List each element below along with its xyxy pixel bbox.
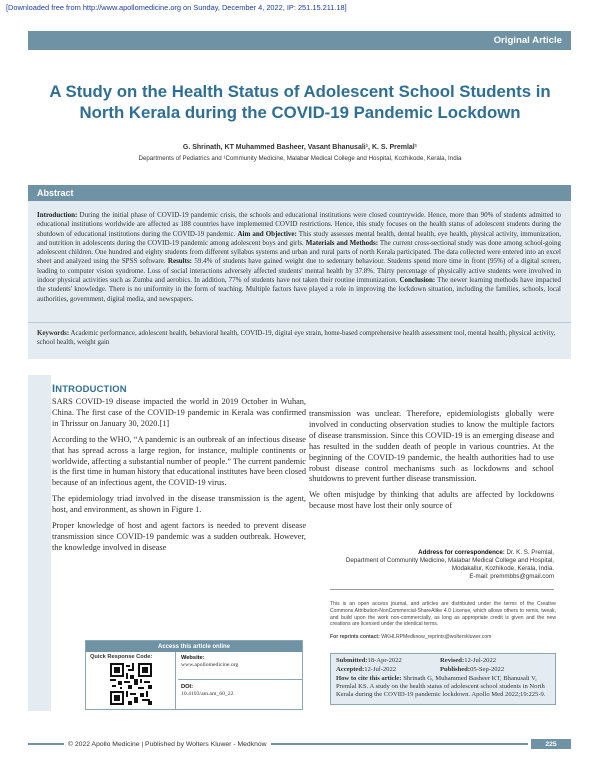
access-heading: Access this article online [86, 641, 302, 652]
citation [336, 675, 550, 700]
doi-value[interactable]: 10.4103/am.am_60_22 [181, 691, 234, 698]
conclusion-label: Conclusion: [399, 276, 436, 285]
sidebar-tint [28, 375, 51, 711]
aim-label: Aim and Objective: [237, 229, 297, 238]
conclusion-text: The newer learning methods have impacted the students' knowledge. There is no uniformity in the form of teaching. Multiple factors have played a role in improving the lockdown situation, including the families, schools, local authorities, government, digital media, and newspapers. [37, 276, 561, 303]
keywords-text: Academic performance, adolescent health, behavioral health, COVID-19, digital eye strain, home-based comprehensive health assessment tool, mental health, physical activity, school health, weight gain [37, 330, 556, 347]
published-date: Published: 05-Sep-2022 [440, 666, 505, 673]
left-paragraph: SARS COVID-19 disease impacted the world in 2019 October in Wuhan, China. The first case of the COVID-19 pandemic in Kerala was confirmed in Thrissur on January 30, 2020.[1] [52, 397, 306, 428]
doi-label: DOI: [181, 684, 194, 690]
results-text: 59.4% of students have gained weight due to sedentary behaviour. Students spend more time in front (95%) of a digital screen, leading to computer vision syndrome. Loss of social interactions adversely affected students' mental health by 37.8%. Thirty percentage of physically active students were involved in indoor physical activities such as Zumba and aerobics. In addition, 77% of students have not taken their routine immunization. [37, 257, 561, 285]
intro-label: Introduction: [37, 211, 78, 219]
abstract-text [37, 211, 561, 304]
correspondence-line2: Modakallur, Kozhikode, Kerala, India. [451, 565, 554, 573]
methods-label: Materials and Methods: [305, 238, 379, 247]
abstract-heading: Abstract [28, 185, 571, 201]
correspondence-line1: Department of Community Medicine, Malabar Medical College and Hospital, [345, 557, 554, 565]
reprints-email[interactable]: WKHLRPMedknow_reprints@wolterskluwer.com [379, 634, 492, 640]
cite-text: Shrinath G, Muhammed Basheer KT, Bhanusali V, Premlal KS. A study on the health status of adolescent school students in North Kerala during the COVID-19 pandemic lockdown. Apollo Med 2022;19:225-9. [336, 675, 546, 699]
correspondence [330, 549, 554, 581]
qr-cell [86, 652, 176, 709]
article-title: A Study on the Health Status of Adolescent School Students in North Kerala during the COVID-19 Pandemic Lockdown [49, 82, 551, 122]
page-number: 225 [531, 739, 571, 749]
left-paragraph: The epidemiology triad involved in the disease transmission is the agent, host, and environment, as shown in Figure 1. [52, 494, 306, 515]
right-paragraph: We often misjudge by thinking that adults are affected by lockdowns because most have lost their only source of [309, 490, 554, 511]
left-column [52, 397, 306, 559]
qr-label: Quick Response Code: [90, 654, 153, 660]
keywords-box [28, 322, 571, 359]
footer [28, 739, 571, 749]
section-tag [28, 31, 571, 50]
correspondence-email[interactable]: E-mail: premmbbs@gmail.com [469, 573, 554, 581]
right-column [309, 409, 554, 517]
submitted-date: Submitted: 18-Apr-2022 [336, 657, 402, 664]
cite-label: How to cite this article: [336, 675, 402, 682]
website-link[interactable]: www.apollomedicine.org [181, 662, 239, 669]
methods-text: The current cross-sectional study was done among school-going adolescent children. One hundred and eighty students from different syllabus systems and urban and rural parts of north Kerala participated. The data collected were entered into an excel sheet and analyzed using the SPSS software. [37, 238, 561, 266]
affiliation: Departments of Pediatrics and ¹Community Medicine, Malabar Medical College and Hospital, Kozhikode, Kerala, India [138, 155, 462, 162]
correspondence-label: Address for correspondence: [418, 549, 505, 556]
website-label: Website: [181, 655, 205, 661]
access-box [85, 640, 303, 710]
dates-box [330, 653, 556, 705]
footer-text: © 2022 Apollo Medicine | Published by Wolters Kluwer - Medknow [64, 741, 271, 748]
website-cell [178, 652, 302, 680]
license-text: This is an open access journal, and articles are distributed under the terms of the Creative Commons Attribution-NonCommercial-ShareAlike 4.0 License, which allows others to remix, tweak, and build upon the work non-commercially, as long as appropriate credit is given and the new creations are licensed under the identical terms. [330, 601, 556, 628]
reprints: For reprints contact: WKHLRPMedknow_reprints@wolterskluwer.com [330, 634, 492, 640]
qr-code-icon[interactable] [110, 663, 152, 705]
divider [330, 589, 554, 590]
intro-text: During the initial phase of COVID-19 pandemic crisis, the schools and educational institutions were closed countrywide. Hence, more than 90% of students admitted to educational institutions worldwide are affected as 188 countries have implemented COVID restrictions. Hence, this study focuses on the health status of adolescent students during the shutdown of educational institutions during the COVID-19 pandemic. [37, 211, 561, 238]
right-paragraph: transmission was unclear. Therefore, epidemiologists globally were involved in conducting observation studies to know the multiple factors of disease transmission. Since this COVID-19 is an emerging disease and has resulted in the sudden death of people in various countries. At the beginning of the COVID-19 pandemic, the health authorities had to use robust disease control mechanisms such as lockdowns and school shutdowns to prevent further disease transmission. [309, 409, 554, 484]
doi-cell [178, 681, 302, 699]
aim-text: This study assesses mental health, dental health, eye health, physical activity, immunization, and nutrition in adolescents during the COVID-19 pandemic among adolescent boys and girls. [37, 229, 561, 247]
abstract-box [28, 201, 571, 322]
left-paragraph: Proper knowledge of host and agent factors is needed to prevent disease transmission since COVID-19 pandemic was a sudden outbreak. However, the knowledge involved in disease [52, 521, 306, 552]
introduction-heading: INTRODUCTION [52, 383, 127, 395]
results-label: Results: [167, 257, 193, 266]
left-paragraph: According to the WHO, “A pandemic is an outbreak of an infectious disease that has spread across a large region, for instance, multiple continents or worldwide, affecting a substantial number of people.” The current pandemic is the first time in human history that educational institutes have been closed because of an infectious agent, the COVID-19 virus. [52, 434, 306, 488]
revised-date: Revised: 12-Jul-2022 [440, 657, 497, 664]
authors: G. Shrinath, KT Muhammed Basheer, Vasant Bhanusali¹, K. S. Premlal¹ [182, 144, 418, 151]
download-note: [Downloaded free from http://www.apollomedicine.org on Sunday, December 4, 2022, IP: 251.15.211.18] [6, 3, 347, 12]
keywords-label: Keywords: [37, 330, 70, 337]
correspondence-name: Dr. K. S. Premlal, [504, 549, 554, 556]
accepted-date: Accepted: 12-Jul-2022 [336, 666, 397, 673]
section-tag-label: Original Article [493, 35, 562, 46]
